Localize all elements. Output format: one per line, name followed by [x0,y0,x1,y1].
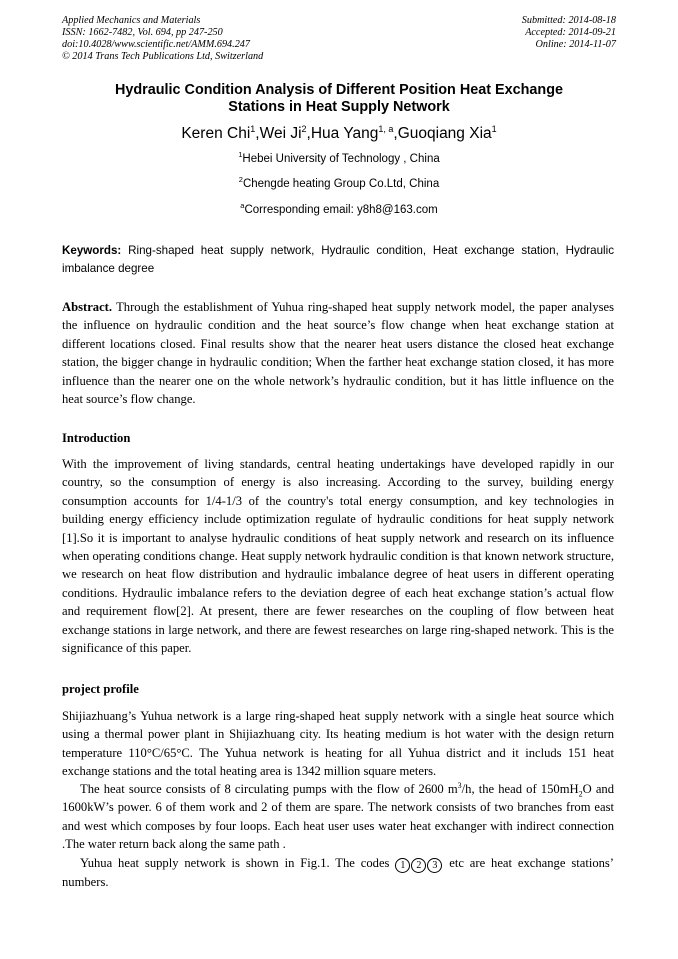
online-date: Online: 2014-11-07 [535,39,616,50]
journal-name: Applied Mechanics and Materials [62,15,201,26]
affiliation-sup: a [240,201,245,211]
affiliation-text: Hebei University of Technology , China [242,153,440,165]
keywords-block [62,242,614,278]
author-name: Wei Ji [259,125,302,142]
affiliation-text: Chengde heating Group Co.Ltd, China [242,178,440,190]
affiliation-2 [62,177,616,191]
profile-p2-text: /h, the head of 150mH [461,782,579,796]
profile-p3-text: Yuhua heat supply network is shown in Fig.1. The codes [80,856,396,870]
submitted-date: Submitted: 2014-08-18 [521,15,616,26]
author-name: Hua Yang [310,125,379,142]
profile-p2-text: The heat source consists of 8 circulating pumps with the flow of 2600 m [80,782,458,796]
circled-code: 2 [411,858,426,873]
journal-header [62,15,263,63]
author-sup: 1, a [378,123,394,134]
project-profile-heading: project profile [62,682,139,696]
author-name: Keren Chi [181,125,251,142]
abstract-block [62,298,614,408]
profile-p2-text: O and 1600kW’s power. 6 of them work and 2 of them are spare. The network consists of two branches from east and west which composes by four loops. Each heat user uses water heat exchanger with indirect connection .The water return back along the same path . [62,782,615,852]
introduction-paragraph: With the improvement of living standards, central heating undertakings have developed rapidly in our country, so the consumption of energy is also increasing. According to the survey, building energy consumption accounts for 1/4-1/3 of the country's total energy consumption, and key technologies in building energy efficiency include optimization regulate of hydraulic conditions for heat supply network [1].So it is important to analyse hydraulic conditions of heat supply network and research on its influence when operating conditions change. Heat supply network hydraulic condition is that known network structure, we research on heat flow distribution and hydraulic imbalance degree of heat users in different operating conditions. Hydraulic imbalance refers to the deviation degree of each heat exchange station’s actual flow and requirement flow[2]. At present, there are fewer researches on the coupling of flow between heat exchange stations in large network, and there are fewest researches on large ring-shaped network. This is the significance of this paper. [62,457,614,656]
title-line-1: Hydraulic Condition Analysis of Different Position Heat Exchange [114,82,564,98]
circled-code: 1 [395,858,410,873]
author-sup: 1 [491,123,497,134]
author-sup: 2 [301,123,307,134]
profile-paragraph-1: Shijiazhuang’s Yuhua network is a large ring-shaped heat supply network with a single heat source which using a thermal power plant in Shijiazhuang city. Its heating medium is hot water with the design return temperature 110°C/65°C. The Yuhua network is heating for all Yuhua district and it includs 151 heat exchange stations and the total heating area is 1342 million square meters. [62,709,614,779]
dates-header [522,15,616,51]
abstract-label: Abstract. [62,300,113,314]
profile-paragraph-2 [62,780,614,854]
affiliation-1 [62,152,616,166]
introduction-heading: Introduction [62,431,131,445]
unit-subscript: 2 [578,789,583,799]
profile-paragraph-3 [62,854,614,891]
copyright-line: © 2014 Trans Tech Publications Ltd, Switzerland [62,51,264,62]
circled-code: 3 [427,858,442,873]
affiliation-sup: 2 [238,175,243,185]
paper-title [62,82,616,116]
author-sup: 1 [250,123,256,134]
unit-superscript: 3 [457,780,462,790]
keywords-label: Keywords: [62,244,122,257]
doi-line: doi:10.4028/www.scientific.net/AMM.694.247 [62,39,250,50]
corresponding-email [62,203,616,217]
accepted-date: Accepted: 2014-09-21 [525,27,616,38]
keywords-text: Ring-shaped heat supply network, Hydraulic condition, Heat exchange station, Hydraulic imbalance degree [62,244,614,275]
profile-p3-text: etc are heat exchange stations’ numbers. [62,856,615,889]
author-name: Guoqiang Xia [397,125,492,142]
affiliation-text: Corresponding email: y8h8@163.com [244,204,438,216]
affiliation-sup: 1 [238,150,243,160]
abstract-text: Through the establishment of Yuhua ring-shaped heat supply network model, the paper analyses the influence on hydraulic condition and the heat source’s flow change when heat exchange station at different locations closed. Final results show that the nearer heat users distance the closed heat exchange station, the bigger change in hydraulic condition; When the farther heat exchange station closed, it has more influence than the nearer one on the whole network’s hydraulic condition, but it has little influence on the heat source’s flow change. [62,300,615,407]
title-line-2: Stations in Heat Supply Network [228,99,450,115]
issn-line: ISSN: 1662-7482, Vol. 694, pp 247-250 [62,27,223,38]
author-list: Keren Chi$^1$,Wei Ji$^2$,Hua Yang$^{1, a}$,Guoqiang Xia$^1$ [181,123,497,142]
